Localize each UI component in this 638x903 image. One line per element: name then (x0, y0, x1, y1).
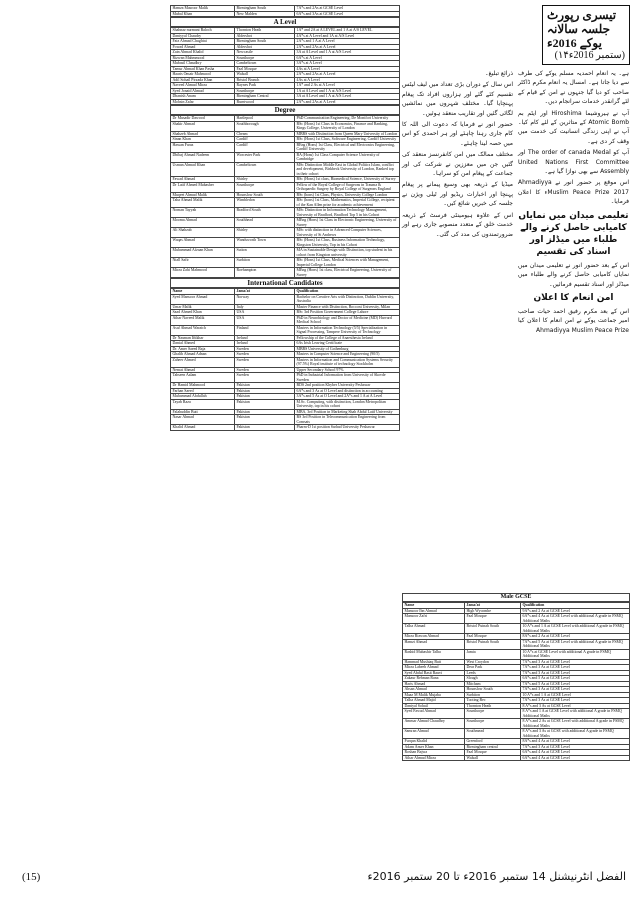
cell-jamaat: Hartlepool (235, 116, 295, 122)
report-title: تیسری رپورٹ جلسہ سالانہ یوکے 2016ء (547, 8, 617, 50)
cell-jamaat: Southhead (235, 218, 295, 228)
cell-qualification: 8A*s and 2 As at GCSE Level (521, 634, 630, 640)
peace-prize-paragraph: اس کے بعد مکرم رفیق احمد حیات صاحب امیر جماعت یوکے نے امن انعام کا اعلان کیا Ahmadiyya Muslim Peace Prize (518, 307, 629, 334)
cell-name: Niall Safir (171, 258, 235, 268)
cell-name: Shahzeb Ahmad (171, 131, 235, 137)
results-tables (170, 5, 400, 431)
cell-jamaat: Aldershot (235, 44, 295, 50)
cell-name: Adil Sohail Pirzada Khan (171, 77, 235, 83)
cell-qualification: BSc (Hons) 1st Class, Business Information Technology, Kingston University, Top in his Cohort (295, 238, 400, 248)
cell-qualification: PhD Communication Engineering, De Montfort University (295, 116, 400, 122)
cell-qualification: 6A*s and 4 As at GCSE Level with additional A grade in FSMQ Additional Maths (521, 614, 630, 624)
cell-jamaat: Shirley (235, 228, 295, 238)
cell-jamaat: Cardiff (235, 137, 295, 143)
education-paragraph: اس کے بعد حضور انور نے تعلیمی میدان میں نمایاں کامیابی حاصل کرنے والے طلباء میں میڈلز اور اسناد تقسیم فرمائیں۔ (518, 261, 629, 288)
cell-name: Syed Abdul Basit Rauvi (403, 670, 465, 676)
cell-name: Mubal Khan (171, 11, 235, 17)
report-paragraph: ہے۔ یہ انعام احمدیہ مسلم یوکے کی طرف سے دیا جاتا ہے۔ امسال یہ انعام مکرم ڈاکٹر صاحب کو دیا گیا جنہوں نے امن کے قیام کے لئے گرانقدر خدمات سرانجام دیں۔ (518, 70, 629, 106)
cell-name: Umar Malik (171, 304, 235, 310)
cell-jamaat: Sweden (235, 373, 295, 383)
cell-name: Ali Shahzab (171, 228, 235, 238)
cell-name: Muqeet Ahmad Malik (171, 192, 235, 198)
cell-name: Syed Jonaid Ahmad (171, 88, 235, 94)
cell-qualification: M.Sc. Computing, with distinction, London Metropolitan University, top in his cohort (295, 399, 400, 409)
cell-qualification: 2A*s and 2As at A Level (295, 72, 400, 78)
cell-name: Haris Ahmad (403, 681, 465, 687)
cell-name: Dr Musadir Dawood (171, 116, 235, 122)
cell-name: Hamza Masroor Malik (171, 6, 235, 12)
cell-name: Zaheer Ahmed (171, 357, 235, 367)
cell-qualification: MSc Distinction Middle East in Global Politics Islam, conflict and development, Birkbeck University of London, Ranked top in their cohort (295, 162, 400, 177)
cell-qualification: 6A*s and 4 As at GCSE Level (521, 755, 630, 761)
cell-qualification: 6A*s and 5 As at GCSE Level (521, 676, 630, 682)
cell-name: Hassan Faraz (171, 142, 235, 152)
table-row (171, 152, 400, 162)
cell-qualification: MBA, 3rd Position in Marketing Shah Abdul Latif University (295, 409, 400, 415)
cell-qualification: 4A*s at A Level and 1A at A/S Level (295, 33, 400, 39)
cell-jamaat: Wimbledon (235, 198, 295, 208)
report-title-box (542, 5, 630, 65)
cell-jamaat: Ireland (235, 341, 295, 347)
cell-name: Athar Ahmad Mirza (403, 755, 465, 761)
cell-qualification: MA in Sustainable Design with Distinction, top student in his cohort from Kingston university (295, 248, 400, 258)
cell-jamaat: Cambeltown (235, 162, 295, 177)
cell-jamaat: Pakistan (235, 399, 295, 409)
table-row (171, 315, 400, 325)
cell-name: Khalid Ahmad (171, 425, 235, 431)
cell-jamaat: USA (235, 310, 295, 316)
cell-qualification: 3A at A Level and 1 A at A/S Level (295, 94, 400, 100)
urdu-report (402, 5, 630, 337)
table-row (403, 719, 630, 729)
cell-name: Tahseen Aalam (171, 373, 235, 383)
cell-jamaat: Worcester Park (235, 152, 295, 162)
cell-qualification: 7A*s and 3 As at GCSE Level (521, 659, 630, 665)
table-row (171, 142, 400, 152)
cell-jamaat: Southborough (235, 121, 295, 131)
footer-date: الفضل انٹرنیشنل 14 ستمبر 2016ء تا 20 ستمبر 2016ء (367, 870, 626, 883)
cell-qualification: 1A at A Level and 1 A at A/S Level (295, 88, 400, 94)
cell-qualification: 7A*s and 3 As at GCSE Level (521, 744, 630, 750)
cell-name: Asaf Ahmad Waraich (171, 325, 235, 335)
cell-jamaat: Mitcham (465, 681, 521, 687)
cell-qualification: Masters in Information and Communication Systems Security (97.5%) Royal institute of technology Stockholm (295, 357, 400, 367)
cell-name: Athar Naveed Malik (171, 315, 235, 325)
cell-name: Dr. Amer Saeed Raja (171, 346, 235, 352)
cell-qualification: BSc 3rd Position Government College Lahore (295, 310, 400, 316)
cell-qualification: 2A*s and 2As at A Level (295, 99, 400, 105)
cell-qualification: BSc (hons) 1st Class, Physics, University College London (295, 192, 400, 198)
cell-jamaat: Sweden (235, 357, 295, 367)
table-row (171, 238, 400, 248)
cell-jamaat: Bradford South (235, 208, 295, 218)
cell-jamaat: Shirley (235, 177, 295, 183)
table-row (171, 99, 400, 105)
cell-qualification: BSc (Hons) 1st Class, Software Engineering, Cardiff University (295, 137, 400, 143)
report-columns (402, 69, 630, 337)
table-row (403, 649, 630, 659)
cell-qualification: PhD in Neurobiology and Doctor of Medicine (MD) Harvard Medical School (295, 315, 400, 325)
cell-jamaat: Pakistan (235, 394, 295, 400)
cell-name: Noman Tayyab (171, 208, 235, 218)
cell-jamaat: Newcastle (235, 50, 295, 56)
cell-jamaat: Pakistan (235, 409, 295, 415)
cell-name: Ghalib Ahmad Adnan (171, 352, 235, 358)
cell-jamaat: Wandsworth Town (235, 238, 295, 248)
cell-qualification: 8 A*s and 2 As at GCSE Level with additional A grade in FSMQ Additional Maths (521, 719, 630, 729)
cell-name: Tayab Raza (171, 399, 235, 409)
cell-qualification: 1A* and 2A at A LEVEL and 1 A at A/S LEVEL (295, 28, 400, 34)
cell-qualification: 3A at A Level and 1 A at A/S Level (295, 50, 400, 56)
cell-name: Muhammad Abdullah (171, 394, 235, 400)
cell-jamaat: Scunthorpe (465, 709, 521, 719)
table-row (171, 208, 400, 218)
cell-name: Maaz M Malik Mujaba (403, 692, 465, 698)
cell-name: Dr Hamid Mahmood (171, 383, 235, 389)
cell-qualification: BSc (hons) 1st Class, Mathematics, Imperial College, recipient of the Kan Allen prize for academic achievement (295, 198, 400, 208)
cell-name: Tamur Ahmad Khan Pasha (171, 66, 235, 72)
cell-jamaat: Finland (235, 325, 295, 335)
report-column-left (518, 69, 629, 337)
cell-qualification: 7A*s and 3 As at GCSE Level (521, 687, 630, 693)
cell-name: Fawad Ahmad (171, 177, 235, 183)
page-number: (15) (22, 871, 41, 883)
cell-name: Nemat Ahmad (171, 367, 235, 373)
cell-jamaat: Birmingham Central (235, 94, 295, 100)
cell-qualification: Fellowship of the College of Anaesthesia Ireland (295, 335, 400, 341)
cell-qualification: Upper Secondary School 97% (295, 367, 400, 373)
table-row (171, 373, 400, 383)
cell-qualification: 3A*s at A Level (295, 61, 400, 67)
report-date: (۱۴ستمبر 2016ء) (554, 50, 625, 61)
cell-jamaat: Scunthorpe (235, 182, 295, 192)
cell-name: Mooma Ahmad (171, 218, 235, 228)
cell-jamaat: Hounslow South (235, 192, 295, 198)
cell-jamaat: Pakistan (235, 425, 295, 431)
cell-qualification: 4As at A Level (295, 66, 400, 72)
cell-jamaat: Bristol Putnah South (465, 624, 521, 634)
cell-name: Mirza Zahi Mahmood (171, 268, 235, 278)
table-row (171, 198, 400, 208)
cell-jamaat: Norway (235, 294, 295, 304)
cell-name: Talha Ahmad (403, 624, 465, 634)
cell-jamaat: Birmingham central (465, 744, 521, 750)
cell-jamaat: Cardiff (235, 142, 295, 152)
cell-jamaat: Italy (235, 304, 295, 310)
cell-qualification: 7A*s and 5 As at GCSE Level (521, 681, 630, 687)
cell-qualification: BSc (Hons) 1st Class, Medical Sciences with Management, Imperial College London (295, 258, 400, 268)
cell-qualification: 7A*s and 2As at GCSE Level (295, 6, 400, 12)
table-row (171, 228, 400, 238)
male-gcse-heading: Male GCSE (402, 593, 630, 602)
cell-name: Mansoor Ibn Ahmad (403, 608, 465, 614)
cell-jamaat: Thornton Heath (465, 703, 521, 709)
cell-name: Muhammad Afzaan Khan (171, 248, 235, 258)
cell-jamaat: New Malden (235, 11, 295, 17)
cell-qualification: 3A*s and 5 As at O Level and 2A*s and 1 A at A Level (295, 394, 400, 400)
cell-jamaat: Pakistan (235, 388, 295, 394)
cell-name: Taha Ahmad Malik (171, 198, 235, 208)
report-paragraph: ذرائع تبلیغ۔ (485, 70, 513, 77)
cell-qualification: 7A*s and 3 As at GCSE Level (521, 670, 630, 676)
cell-name: Fowad Ahmad (171, 44, 235, 50)
cell-jamaat: Surbiton (235, 258, 295, 268)
cell-qualification: Pharm-D 1st position Sarhad University Peshawar (295, 425, 400, 431)
alevel-table (170, 27, 400, 105)
cell-jamaat: Roehampton (235, 268, 295, 278)
cell-name: Naveed Ahmad Mirza (171, 83, 235, 89)
cell-jamaat: Jamia (465, 649, 521, 659)
cell-jamaat: Burntwood (235, 99, 295, 105)
cell-name: Shahnaz nurmani Baloch (171, 28, 235, 34)
cell-name: Farhan Saeed (171, 388, 235, 394)
alevel-heading: A Level (170, 17, 400, 27)
cell-name: Dr Latif Ahmed Mubasher (171, 182, 235, 192)
table-row (171, 268, 400, 278)
cell-qualification: MEng (Hons) 1st Class in Electronic Engineering, University of Surrey (295, 218, 400, 228)
cell-name: Daniyal Sohail (403, 703, 465, 709)
cell-name: Zakaur Rehman Rana (403, 676, 465, 682)
cell-qualification: 10 A*s at GCSE Level with additional A grade in FSMQ Additional Maths (521, 649, 630, 659)
cell-name: Samran Ahmad (403, 729, 465, 739)
cell-jamaat: West Croydon (465, 659, 521, 665)
report-column-right (402, 69, 513, 337)
cell-jamaat: Scunthorpe (235, 55, 295, 61)
cell-jamaat: Pakistan (235, 415, 295, 425)
cell-qualification: BDS 2nd position Khyber University Peshawar (295, 383, 400, 389)
table-row (403, 709, 630, 719)
cell-name: Ammar Ahmad Chaudhry (403, 719, 465, 729)
education-heading: تعلیمی میدان میں نمایاں کامیابی حاصل کرنے والے طلباء میں میڈلز اور اسناد کی تقسیم (518, 210, 629, 257)
cell-qualification: BA (Hons) 1st Class Computer Science University of Cambridge (295, 152, 400, 162)
report-paragraph: مختلف ممالک میں امن کانفرنسز منعقد کی گئیں جن میں معززین نے شرکت کی اور جماعت کے پیغام امن کو سراہا۔ (402, 151, 513, 178)
table-row (171, 162, 400, 177)
cell-jamaat: Fazl Mosque (465, 750, 521, 756)
cell-qualification: BSc (Hons) 1st class, Biomedical Science, University of Surrey (295, 177, 400, 183)
cell-jamaat: Ireland (235, 335, 295, 341)
cell-jamaat: High Wycombe (465, 608, 521, 614)
cell-qualification: 1A* and 2 As at A Level (295, 83, 400, 89)
header-jamaat: Jama'at (465, 603, 521, 609)
cell-qualification: MBBS University of Gothenburg (295, 346, 400, 352)
cell-jamaat: Walsall (465, 755, 521, 761)
cell-name: Mirza Rizwan Ahmad (403, 634, 465, 640)
cell-name: Rizwan Mahmmood (171, 55, 235, 61)
cell-name: Hamzi Ahmad (403, 639, 465, 649)
cell-jamaat: Birmingham South (235, 39, 295, 45)
male-gcse-table (402, 602, 630, 761)
degree-heading: Degree (170, 105, 400, 115)
report-paragraph: میڈیا کے ذریعہ بھی وسیع پیمانے پر پیغام پہنچا اور اخبارات ریڈیو اور ٹیلی ویژن نے جلسہ کی خبریں شائع کیں۔ (402, 181, 513, 208)
cell-jamaat: Fazl Mosque (465, 614, 521, 624)
cell-jamaat: Hounslow South (465, 687, 521, 693)
cell-jamaat: Fazl Mosque (465, 634, 521, 640)
cell-jamaat: Walsall (235, 72, 295, 78)
cell-qualification: BS 3rd Position in Telecommunication Engineering from Comsats (295, 415, 400, 425)
table-row (171, 357, 400, 367)
table-row (171, 182, 400, 192)
cell-qualification: 8A*s and 4 As at GCSE Level (521, 739, 630, 745)
report-paragraph: آپ نے ہیروشیما Hiroshima اور ایٹم بم Atomic Bomb کے متاثرین کے لئے کام کیا۔ آپ نے اپنی زندگی انسانیت کی خدمت میں وقف کر دی ہے۔ (518, 109, 629, 145)
cell-jamaat: Southmead (465, 729, 521, 739)
degree-table (170, 115, 400, 278)
cell-qualification: 8 A*s and 3 As at GCSE with additional A grade in FSMQ Additional Maths (521, 729, 630, 739)
cell-qualification: Master Finance with Distinction, Bocconi University, Milan (295, 304, 400, 310)
cell-qualification: 6As Irish Leaving Certificate (295, 341, 400, 347)
header-name: Name (403, 603, 465, 609)
cell-qualification: 10 A*s and 1 A at GCSE Level with additional A grade in FSMQ Additional Maths (521, 624, 630, 634)
cell-qualification: 8 A*s and 3 As at GCSE Level (521, 703, 630, 709)
cell-qualification: BSc (Hons) 1st Class in Economics, Finance and Banking, Kings College, University of London (295, 121, 400, 131)
cell-qualification: PhD in Industrial Information from University of Skovde Sweden (295, 373, 400, 383)
cell-name: Faiz Ahmad Chughtai (171, 39, 235, 45)
table-row (171, 218, 400, 228)
table-row (403, 755, 630, 761)
cell-jamaat: Greenford (465, 739, 521, 745)
peace-prize-heading: امن انعام کا اعلان (533, 292, 614, 303)
cell-jamaat: Sutton (235, 248, 295, 258)
cell-name: Mubasil Chaudhry (171, 61, 235, 67)
cell-jamaat: Scunthorpe (235, 88, 295, 94)
cell-qualification: Masters in Computer Science and Engineering (90/5) (295, 352, 400, 358)
cell-qualification: BEng (Hons) 1st Class, Electrical and Electronics Engineering, Cardiff University (295, 142, 400, 152)
cell-name: Sinan Khan (171, 137, 235, 143)
cell-qualification: MSc Distinction in Information Technology Management, University of Bradford, Bradford Top 5 in his Cohort (295, 208, 400, 218)
alevel-top-table (170, 5, 400, 17)
cell-name: Dhibaj Ahmad Nadeem (171, 152, 235, 162)
cell-jamaat: Sweden (235, 367, 295, 373)
cell-jamaat: Leeds (465, 670, 521, 676)
cell-qualification: 9A*s and 2 As at GCSE Level (521, 608, 630, 614)
cell-qualification: 8 A*s and 1 A at GCSE Level with additional A grade in FSMQ Additional Maths (521, 709, 630, 719)
cell-jamaat: Tooting Bec (465, 698, 521, 704)
cell-name: Zain Ahmad Khalid (171, 50, 235, 56)
cell-jamaat: Bristol Branch (235, 77, 295, 83)
header-qualification: Qualification (521, 603, 630, 609)
cell-jamaat: Slough (465, 676, 521, 682)
report-paragraph: اس کے علاوہ ہیومینٹی فرسٹ کے ذریعہ خدمت خلق کے متعدد منصوبے جاری رہے اور ضرورتمندوں کی مدد کی گئی۔ (402, 211, 513, 238)
cell-name: Rashid Mubashir Talha (403, 649, 465, 659)
cell-jamaat: Cambeltown (235, 61, 295, 67)
table-row (403, 729, 630, 739)
cell-name: Falahuddin Butt (171, 409, 235, 415)
cell-qualification: MSc with distinction in Advanced Computer Sciences, University of St Andrews (295, 228, 400, 238)
cell-qualification: 6A*s and 3 As at O Level and distinction in accounting (295, 388, 400, 394)
cell-name: Saad Ahmed Khan (171, 310, 235, 316)
cell-qualification: 6A*s at A Level (295, 55, 400, 61)
cell-name: Shakir Ahmad (171, 121, 235, 131)
cell-name: Ahsan Ahmad (403, 687, 465, 693)
cell-jamaat: Sweden (235, 352, 295, 358)
cell-qualification: 6A*s and 4 As at GCSE Level (521, 750, 630, 756)
cell-jamaat: Sweden (235, 346, 295, 352)
cell-name: Adam Anser Khan (403, 744, 465, 750)
table-row (171, 425, 400, 431)
report-paragraph: اس سال کے دوران بڑی تعداد میں لیف لیٹس تقسیم کئے گئے اور ہزاروں افراد تک پیغام پہنچایا گیا۔ مختلف شہروں میں نمائشیں لگائی گئیں اور تقاریب منعقد ہوئیں۔ (402, 81, 513, 117)
cell-name: Waqas Ahmad (171, 238, 235, 248)
cell-name: Dhanish Anam (171, 94, 235, 100)
table-row (171, 258, 400, 268)
cell-jamaat: Pakistan (235, 383, 295, 389)
table-row (171, 11, 400, 17)
cell-jamaat: Fazl Mosque (235, 66, 295, 72)
cell-qualification: 2A*s and 1 A at A Level (295, 39, 400, 45)
header-name: Name (171, 289, 235, 295)
cell-jamaat: Thornton Heath (235, 28, 295, 34)
cell-jamaat: Birmingham South (235, 6, 295, 12)
report-paragraph: آپ کو The order of canada Medal اور United Nations First Committee Assembly سے بھی نوازا گیا ہے۔ (518, 149, 630, 176)
cell-jamaat: Cheam (235, 131, 295, 137)
cell-qualification: 7A*s and 3 As at GCSE Level (521, 665, 630, 671)
cell-jamaat: Raynes Park (235, 83, 295, 89)
cell-qualification: Fellow of the Royal College of Surgeons in Trauma & Orthopaedic Surgery by Royal College of Surgeons England (295, 182, 400, 192)
cell-name: Roshan Bajwa (403, 750, 465, 756)
table-row (171, 399, 400, 409)
cell-jamaat: Surbiton (465, 692, 521, 698)
page-footer (0, 869, 638, 889)
cell-name: Hammad Mushtaq Butt (403, 659, 465, 665)
male-gcse-section (402, 593, 630, 761)
cell-name: Daniyyal Chaudry (171, 33, 235, 39)
cell-qualification: 4As at A Level (295, 77, 400, 83)
cell-name: Mohsin Zafar (171, 99, 235, 105)
cell-name: Haaris Omair Mahmood (171, 72, 235, 78)
cell-name: Usman Ahmad Khan (171, 162, 235, 177)
cell-qualification: 7A*s and 5 As at GCSE Level with additional A grade in FSMQ Additional Maths (521, 639, 630, 649)
table-row (171, 248, 400, 258)
cell-name: Mansoor Zafri (403, 614, 465, 624)
cell-name: Furqan Khalid (403, 739, 465, 745)
cell-name: Talha Ahmad Majid (403, 698, 465, 704)
cell-qualification: Masters in Information Technology (5/5) Specialization in Signal Processing, Tampere University of Technology (295, 325, 400, 335)
cell-name: Mirza Labeeb Ahmad (403, 665, 465, 671)
table-row (403, 624, 630, 634)
cell-qualification: MBBS with Distinction from Queen Mary University of London (295, 131, 400, 137)
cell-qualification: MEng (Hons) 1st class, Electrical Engineering, University of Surrey (295, 268, 400, 278)
international-heading: International Candidates (170, 278, 400, 288)
cell-name: Dr Nauman Iftikhar (171, 335, 235, 341)
cell-name: Syed Mansoor Ahmad (171, 294, 235, 304)
table-row (171, 415, 400, 425)
table-row (171, 294, 400, 304)
table-row (403, 639, 630, 649)
header-qualification: Qualification (295, 289, 400, 295)
cell-jamaat: Dear Park (465, 665, 521, 671)
header-jamaat: Jama'at (235, 289, 295, 295)
report-paragraph: حضور انور نے فرمایا کہ دعوت الی اللہ کا کام جاری رہنا چاہئے اور ہر احمدی کو اس میں حصہ لینا چاہئے۔ (402, 121, 513, 147)
cell-jamaat: USA (235, 315, 295, 325)
table-row (171, 121, 400, 131)
cell-jamaat: Scunthorpe (465, 719, 521, 729)
cell-qualification: 7A*s and 3 As at GCSE Level (521, 698, 630, 704)
cell-qualification: 10 A*s and 1 A at GCSE Level (521, 692, 630, 698)
table-row (171, 325, 400, 335)
cell-jamaat: Aldershot (235, 33, 295, 39)
cell-jamaat: Bristol Putnah South (465, 639, 521, 649)
table-row (403, 614, 630, 624)
cell-name: Nasar Ahmad (171, 415, 235, 425)
cell-qualification: Bachelor on Creative Arts with Distinction, Dublin University, Australia (295, 294, 400, 304)
report-paragraph: اس موقع پر حضور انور نے Ahmadiyya Muslim Peace Prize 2017ء کا اعلان فرمایا۔ (518, 179, 629, 206)
international-table (170, 288, 400, 431)
cell-qualification: 6A*s and 3As at GCSE Level (295, 11, 400, 17)
cell-name: Danial Ahmed (171, 341, 235, 347)
cell-name: Syed Fawad Ahmad (403, 709, 465, 719)
cell-qualification: 2A*s and 2As at A Level (295, 44, 400, 50)
